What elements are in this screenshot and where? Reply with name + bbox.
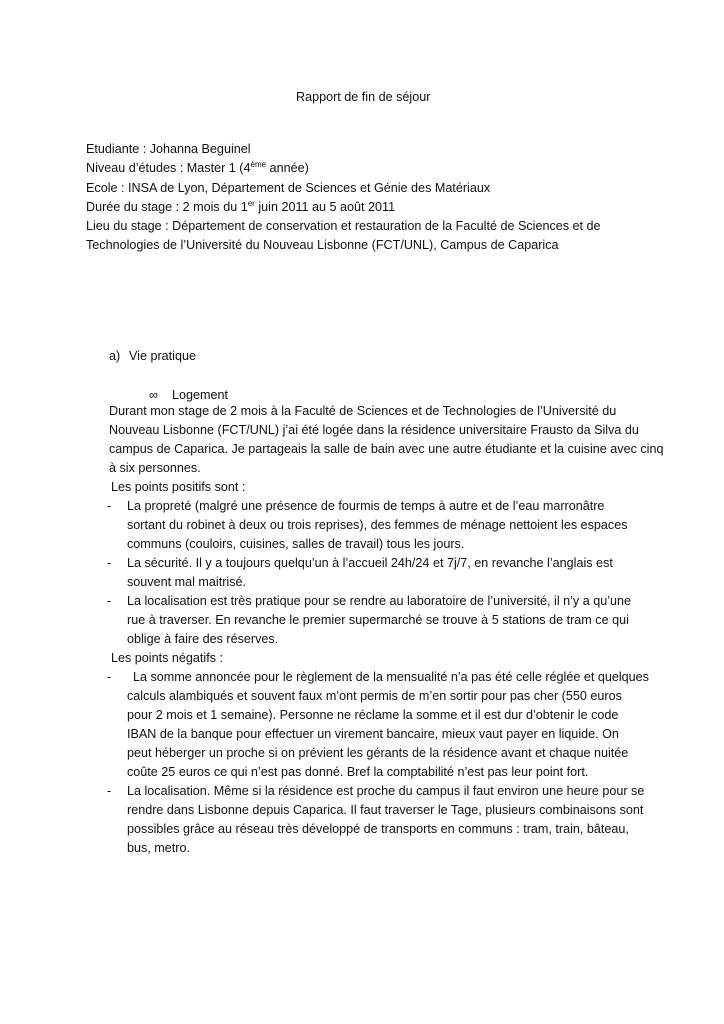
body-text (109, 402, 669, 858)
list-item: - La localisation. Même si la résidence est proche du campus il faut environ une heure pour se rendre dans Lisbonne depuis Caparica. Il faut traverser le Tage, plusieurs combinaisons sont possibles grâce au réseau très développé de transports en communs : tram, train, bâteau, bus, metro. (107, 784, 645, 855)
place-line-2: Technologies de l’Université du Nouveau Lisbonne (FCT/UNL), Campus de Caparica (86, 238, 559, 252)
level-line: Niveau d’études : Master 1 (4ème année) (86, 160, 309, 175)
duration-line: Durée du stage : 2 mois du 1er juin 2011 au 5 août 2011 (86, 199, 396, 214)
list-item: - La localisation est très pratique pour se rendre au laboratoire de l’université, il n’y a qu’une rue à traverser. En revanche le premier supermarché se trouve à 5 stations de tram ce qui oblige à faire des réserves. (107, 594, 632, 646)
place-line-1: Lieu du stage : Département de conservation et restauration de la Faculté de Sciences et de (86, 219, 601, 233)
intro-paragraph: Durant mon stage de 2 mois à la Faculté de Sciences et de Technologies de l’Université du Nouveau Lisbonne (FCT/UNL) j’ai été logée dans la résidence universitaire Frausto da Silva du campus de Caparica. Je partageais la salle de bain avec une autre étudiante et la cuisine avec cinq à six personnes. (109, 404, 664, 475)
document-title: Rapport de fin de séjour (296, 90, 431, 104)
negatives-heading: Les points négatifs : (111, 651, 224, 665)
section-heading: Vie pratique (129, 349, 196, 363)
list-item: - La sécurité. Il y a toujours quelqu’un à l’accueil 24h/24 et 7j/7, en revanche l’anglais est souvent mal maitrisé. (107, 556, 613, 589)
bullet-label: Logement (172, 388, 229, 402)
positives-heading: Les points positifs sont : (111, 480, 246, 494)
list-item: - La somme annoncée pour le règlement de la mensualité n’a pas été celle réglée et quelques calculs alambiqués et souvent faux m’ont permis de m’en sortir pour pas cher (550 euros pour 2 mois et 1 semaine). Personne ne réclame la somme et il est dur d’obtenir le code IBAN de la banque pour effectuer un virement bancaire, mieux vaut payer en liquide. On peut héberger un proche si on prévient les gérants de la résidence avant et chaque nuitée coûte 25 euros ce qui n’est pas donné. Bref la comptabilité n’est pas leur point fort. (107, 670, 649, 779)
school-line: Ecole : INSA de Lyon, Département de Sciences et Génie des Matériaux (86, 181, 491, 195)
infinity-bullet-icon: ∞ (149, 388, 158, 402)
section-marker: a) (109, 349, 121, 363)
list-item: - La propreté (malgré une présence de fourmis de temps à autre et de l’eau marronâtre sortant du robinet à deux ou trois reprises), des femmes de ménage nettoient les espaces communs (couloirs, cuisines, salles de travail) tous les jours. (107, 499, 628, 551)
student-line: Etudiante : Johanna Beguinel (86, 142, 251, 156)
